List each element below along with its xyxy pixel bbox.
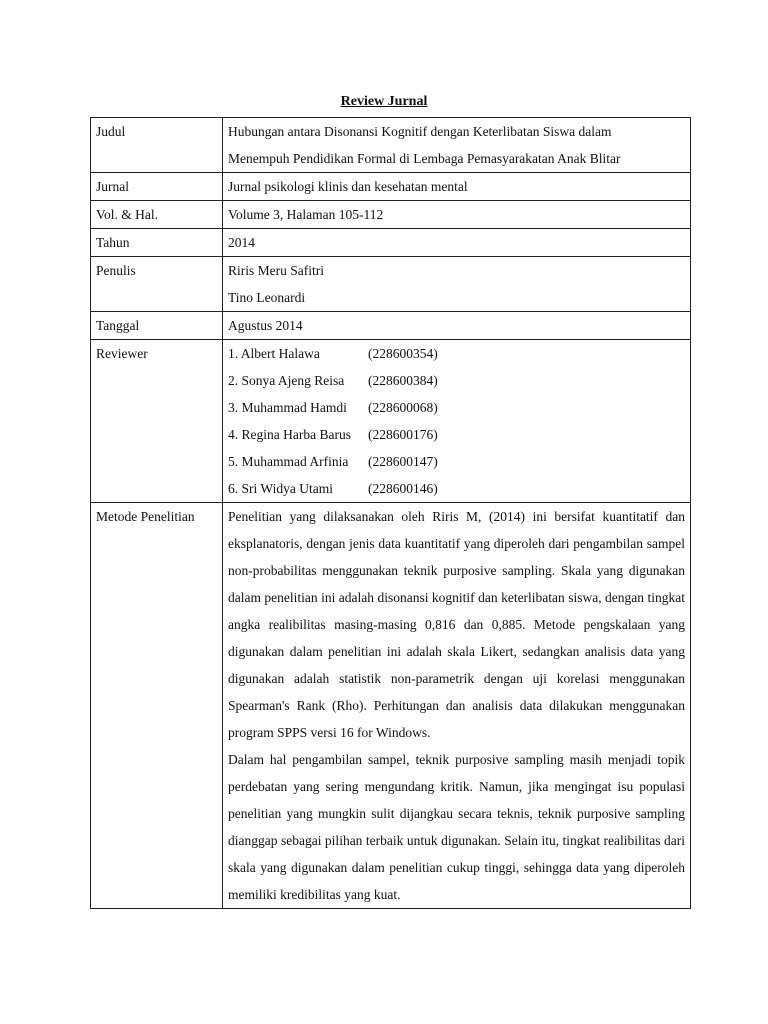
value-vol: Volume 3, Halaman 105-112 [223,201,691,229]
label-vol: Vol. & Hal. [91,201,223,229]
review-table [90,117,691,909]
row-reviewer [91,340,691,503]
reviewer-name: 3. Muhammad Hamdi [228,400,347,415]
judul-line: Menempuh Pendidikan Formal di Lembaga Pemasyarakatan Anak Blitar [228,151,621,166]
label-jurnal: Jurnal [91,173,223,201]
value-tanggal: Agustus 2014 [223,312,691,340]
label-tanggal: Tanggal [91,312,223,340]
metode-paragraph: Dalam hal pengambilan sampel, teknik purposive sampling masih menjadi topik perdebatan yang sering mengundang kritik. Namun, jika mengingat isu populasi penelitian yang mungkin sulit dijangkau secara teknis, teknik purposive sampling dianggap sebagai pilihan terbaik untuk digunakan. Selain itu, tingkat realibilitas dari skala yang digunakan dalam penelitian cukup tinggi, sehingga data yang diperoleh memiliki kredibilitas yang kuat. [228,752,685,902]
author-name: Tino Leonardi [228,290,306,305]
reviewer-item [228,448,685,475]
reviewer-id: (228600147) [368,454,438,469]
row-judul [91,118,691,173]
label-penulis: Penulis [91,257,223,312]
reviewer-item [228,367,685,394]
reviewer-name: 5. Muhammad Arfinia [228,454,349,469]
label-reviewer: Reviewer [91,340,223,503]
value-judul [223,118,691,173]
label-tahun: Tahun [91,229,223,257]
value-metode [223,503,691,909]
row-tanggal [91,312,691,340]
reviewer-name: 4. Regina Harba Barus [228,427,351,442]
reviewer-item [228,340,685,367]
reviewer-name: 2. Sonya Ajeng Reisa [228,373,345,388]
row-vol [91,201,691,229]
metode-paragraph: Penelitian yang dilaksanakan oleh Riris M, (2014) ini bersifat kuantitatif dan eksplanatoris, dengan jenis data kuantitatif yang diperoleh dari pengambilan sampel non-probabilitas menggunakan teknik purposive sampling. Skala yang digunakan dalam penelitian ini adalah disonansi kognitif dan keterlibatan siswa, dengan tingkat angka realibilitas masing-masing 0,816 dan 0,885. Metode pengskalaan yang digunakan dalam penelitian ini adalah skala Likert, sedangkan analisis data yang digunakan adalah statistik non-parametrik dengan uji korelasi menggunakan Spearman's Rank (Rho). Perhitungan dan analisis data dilakukan menggunakan program SPPS versi 16 for Windows. [228,509,685,740]
reviewer-name: 1. Albert Halawa [228,346,320,361]
row-jurnal [91,173,691,201]
reviewer-id: (228600176) [368,427,438,442]
reviewer-item [228,394,685,421]
value-penulis [223,257,691,312]
label-judul: Judul [91,118,223,173]
reviewer-id: (228600384) [368,373,438,388]
value-reviewer [223,340,691,503]
judul-line: Hubungan antara Disonansi Kognitif dengan Keterlibatan Siswa dalam [228,124,612,139]
row-penulis [91,257,691,312]
value-jurnal: Jurnal psikologi klinis dan kesehatan mental [223,173,691,201]
reviewer-id: (228600354) [368,346,438,361]
reviewer-id: (228600146) [368,481,438,496]
label-metode: Metode Penelitian [91,503,223,909]
reviewer-name: 6. Sri Widya Utami [228,481,333,496]
value-tahun: 2014 [223,229,691,257]
reviewer-item [228,475,685,502]
page-title: Review Jurnal [340,94,428,109]
reviewer-item [228,421,685,448]
row-tahun [91,229,691,257]
row-metode [91,503,691,909]
author-name: Riris Meru Safitri [228,263,324,278]
reviewer-id: (228600068) [368,400,438,415]
